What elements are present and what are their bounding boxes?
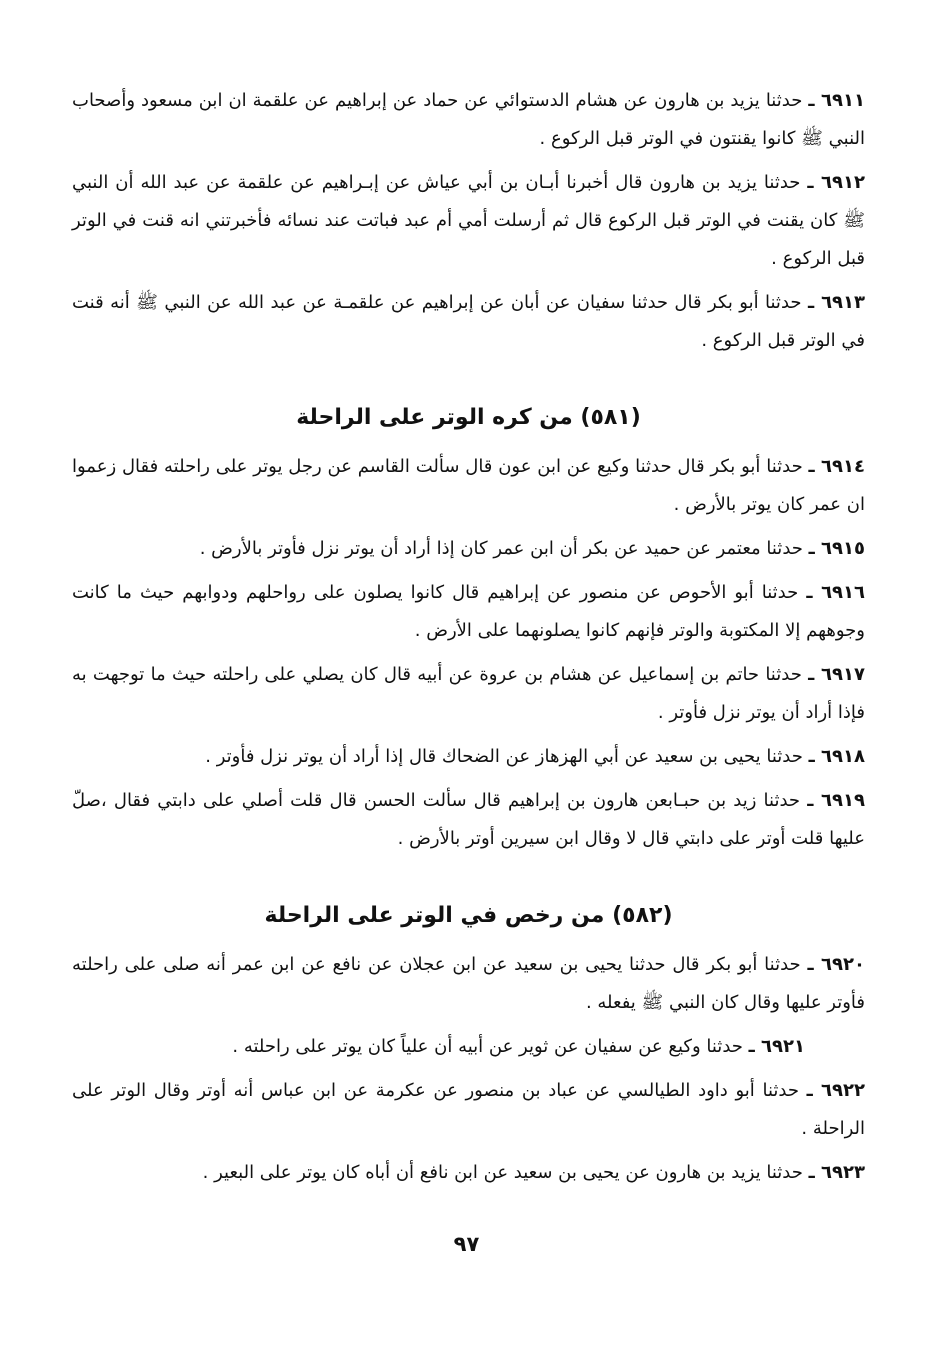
hadith-text: حدثنا يحيى بن سعيد عن أبي الهزهاز عن الضحاك قال إذا أراد أن يوتر نزل فأوتر . xyxy=(205,746,803,767)
hadith-number: ٦٩١٤ ـ xyxy=(808,456,865,477)
hadith-6914 xyxy=(72,448,865,524)
hadith-number: ٦٩١٢ ـ xyxy=(807,172,865,193)
hadith-6922 xyxy=(72,1072,865,1148)
hadith-number: ٦٩٢٢ ـ xyxy=(806,1080,865,1101)
hadith-text: حدثنا حاتم بن إسماعيل عن هشام بن عروة عن أبيه قال كان يصلي على راحلته حيث ما توجهت به فإذا أراد أن يوتر نزل فأوتر . xyxy=(72,664,865,723)
hadith-number: ٦٩٢٠ ـ xyxy=(807,954,865,975)
hadith-number: ٦٩١٣ ـ xyxy=(807,292,866,313)
section-heading-581: (٥٨١) من كره الوتر على الراحلة xyxy=(296,405,641,430)
page-number: ٩٧ xyxy=(453,1232,480,1256)
hadith-6923 xyxy=(72,1154,865,1192)
hadith-number: ٦٩١٩ ـ xyxy=(807,790,865,811)
hadith-6921 xyxy=(72,1028,865,1066)
hadith-text: حدثنا وكيع عن سفيان عن ثوير عن أبيه أن علياً كان يوتر على راحلته . xyxy=(232,1036,743,1057)
hadith-number: ٦٩١٥ ـ xyxy=(808,538,865,559)
hadith-6912 xyxy=(72,164,865,278)
hadith-6915 xyxy=(72,530,865,568)
hadith-number: ٦٩٢٣ ـ xyxy=(808,1162,865,1183)
section-heading-582: (٥٨٢) من رخص في الوتر على الراحلة xyxy=(264,903,673,928)
hadith-text: حدثنا أبو بكر قال حدثنا وكيع عن ابن عون قال سألت القاسم عن رجل يوتر على راحلته فقال زعموا ان عمر كان يوتر بالأرض . xyxy=(72,456,865,515)
hadith-text: حدثنا يزيد بن هارون قال أخبرنا أبـان بن أبي عياش عن إبـراهيم عن علقمة عن عبد الله أن النبي ﷺ كان يقنت في الوتر قبل الركوع قال ثم أرسلت أمي أم عبد فباتت عند نسائه فأخبرتني انه قنت في الوتر قبل الركوع . xyxy=(72,172,865,269)
hadith-number: ٦٩٢١ ـ xyxy=(748,1036,805,1057)
hadith-text: حدثنا أبو بكر قال حدثنا يحيى بن سعيد عن ابن عجلان عن نافع عن ابن عمر أنه صلى على راحلته فأوتر عليها وقال كان النبي ﷺ يفعله . xyxy=(72,954,865,1013)
hadith-text: حدثنا أبو بكر قال حدثنا سفيان عن أبان عن إبراهيم عن علقمـة عن عبد الله عن النبي ﷺ أنه قنت في الوتر قبل الركوع . xyxy=(72,292,865,351)
hadith-6920 xyxy=(72,946,865,1022)
hadith-number: ٦٩١٧ ـ xyxy=(808,664,865,685)
hadith-text: حدثنا يزيد بن هارون عن هشام الدستوائي عن حماد عن إبراهيم عن علقمة ان ابن مسعود وأصحاب النبي ﷺ كانوا يقنتون في الوتر قبل الركوع . xyxy=(72,90,865,149)
hadith-6919 xyxy=(72,782,865,858)
hadith-6917 xyxy=(72,656,865,732)
hadith-text: حدثنا أبو الأحوص عن منصور عن إبراهيم قال كانوا يصلون على رواحلهم ودوابهم حيث ما كانت وجوههم إلا المكتوبة والوتر فإنهم كانوا يصلونهما على الأرض . xyxy=(72,582,865,641)
hadith-6916 xyxy=(72,574,865,650)
hadith-number: ٦٩١٦ ـ xyxy=(806,582,866,603)
hadith-6918 xyxy=(72,738,865,776)
hadith-text: حدثنا زيد بن حبـابعن هارون بن إبراهيم قال سألت الحسن قال قلت أصلي على دابتي فقال ،صلّ عليها قلت أوتر على دابتي قال لا وقال ابن سيرين أوتر بالأرض . xyxy=(72,790,865,849)
hadith-6911 xyxy=(72,82,865,158)
hadith-number: ٦٩١٨ ـ xyxy=(808,746,865,767)
hadith-text: حدثنا أبو داود الطيالسي عن عباد بن منصور عن عكرمة عن ابن عباس أنه أوتر وقال الوتر على الراحلة . xyxy=(72,1080,865,1139)
hadith-text: حدثنا يزيد بن هارون عن يحيى بن سعيد عن ابن نافع أن أباه كان يوتر على البعير . xyxy=(202,1162,803,1183)
hadith-number: ٦٩١١ ـ xyxy=(808,90,865,111)
hadith-6913 xyxy=(72,284,865,360)
hadith-text: حدثنا معتمر عن حميد عن بكر أن ابن عمر كان إذا أراد أن يوتر نزل فأوتر بالأرض . xyxy=(199,538,803,559)
